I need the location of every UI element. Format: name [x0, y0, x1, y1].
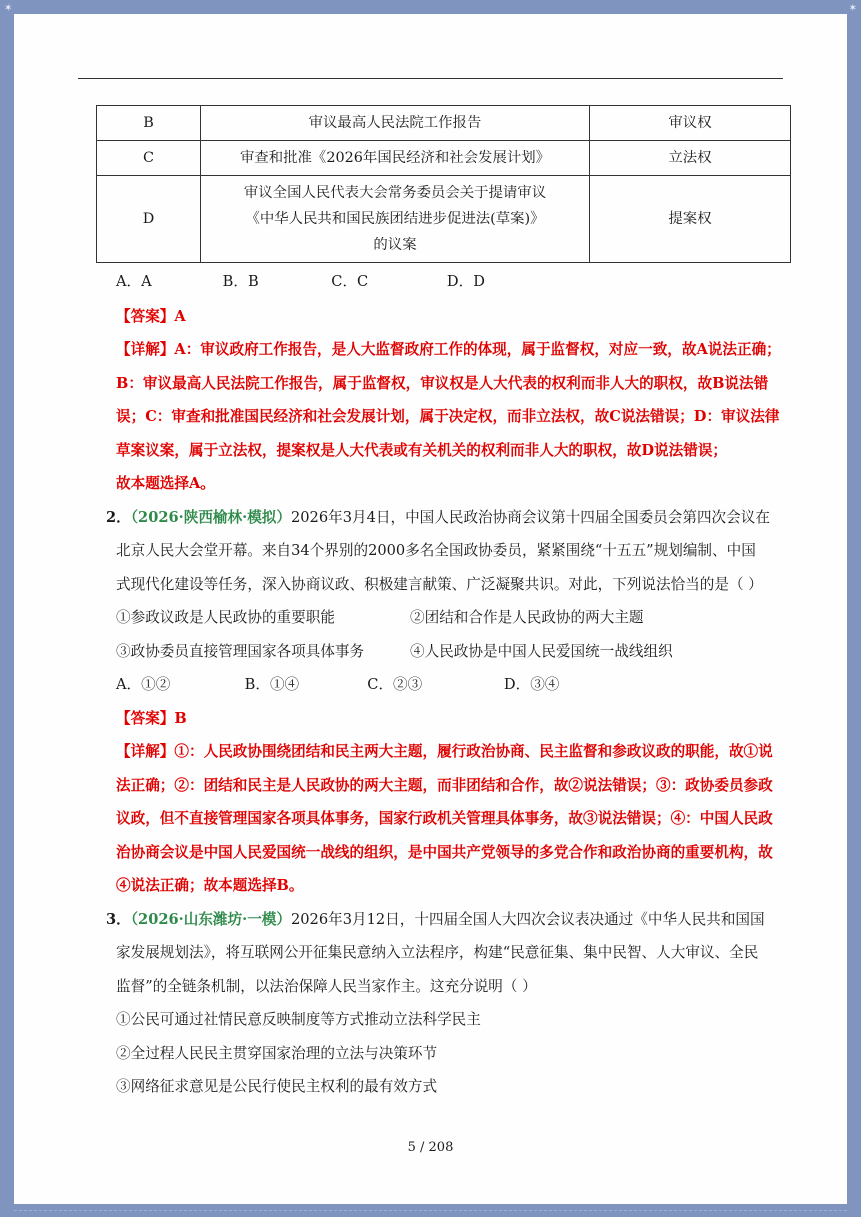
explanation-line: 故本题选择A。: [116, 475, 215, 492]
page-content: [96, 105, 791, 1104]
table-cell-power: 提案权: [590, 176, 791, 263]
table-cell-power: 审议权: [590, 106, 791, 141]
statement-list: [106, 601, 791, 668]
q1-explanation: [96, 333, 791, 501]
choice-c: C．C: [331, 273, 369, 290]
explanation-line: B：审议最高人民法院工作报告，属于监督权，审议权是人大代表的权利而非人大的职权，故B说法错: [116, 374, 769, 392]
statement: ④人民政协是中国人民爱国统一战线组织: [410, 642, 673, 660]
choice-b: B．①④: [244, 676, 300, 693]
stem-text: 北京人民大会堂开幕。来自34个界别的2000多名全国政协委员，紧紧围绕“十五五”规划编制、中国: [116, 542, 756, 559]
explanation-line: 【详解】A：审议政府工作报告，是人大监督政府工作的体现，属于监督权，对应一致，故A说法正确；: [116, 341, 781, 358]
question-source: （2026·陕西榆林·模拟）: [130, 508, 291, 526]
header-rule: [78, 78, 783, 79]
stem-text: 2026年3月12日，十四届全国人大四次会议表决通过《中华人民共和国国: [290, 910, 765, 928]
table-cell-letter: C: [97, 141, 201, 176]
q2-choices: [106, 668, 791, 702]
question-number: 2．: [106, 508, 131, 526]
corner-star-icon: ✶: [4, 3, 13, 14]
question-stem: [106, 903, 791, 937]
table-cell-content: 审议最高人民法院工作报告: [201, 106, 590, 141]
q2-answer: 【答案】B: [116, 709, 187, 727]
statement: ③网络征求意见是公民行使民主权利的最有效方式: [116, 1078, 438, 1095]
table-cell-content: 审查和批准《2026年国民经济和社会发展计划》: [201, 141, 590, 176]
statement: ②全过程人民民主贯穿国家治理的立法与决策环节: [116, 1044, 438, 1062]
options-table: [96, 105, 791, 263]
table-row: [97, 141, 791, 176]
choice-a: A．A: [116, 273, 152, 290]
statement: ②团结和合作是人民政协的两大主题: [410, 609, 644, 626]
choice-b: B．B: [222, 273, 259, 290]
document-page: [14, 14, 847, 1204]
statement: ①参政议政是人民政协的重要职能: [116, 609, 335, 626]
question-number: 3．: [106, 910, 131, 928]
page-number: 5 / 208: [407, 1140, 454, 1155]
statement: ③政协委员直接管理国家各项具体事务: [116, 642, 365, 660]
stem-text: 家发展规划法》，将互联网公开征集民意纳入立法程序，构建“民意征集、集中民智、人大审议、全民: [116, 944, 759, 961]
q1-choices: [96, 265, 791, 299]
explanation-line: 误；C：审查和批准国民经济和社会发展计划，属于决定权，而非立法权，故C说法错误；D：审议法律: [116, 408, 780, 425]
q1-answer: 【答案】A: [116, 307, 186, 325]
explanation-line: 法正确；②：团结和民主是人民政协的两大主题，而非团结和合作，故②说法错误；③：政协委员参政: [116, 776, 773, 794]
explanation-line: 议政，但不直接管理国家各项具体事务，国家行政机关管理具体事务，故③说法错误；④：中国人民政: [116, 810, 773, 827]
table-cell-letter: D: [97, 176, 201, 263]
table-cell-power: 立法权: [590, 141, 791, 176]
explanation-line: ④说法正确；故本题选择B。: [116, 877, 304, 894]
corner-star-icon: ✶: [848, 3, 857, 14]
table-row: [97, 106, 791, 141]
statement: ①公民可通过社情民意反映制度等方式推动立法科学民主: [116, 1011, 481, 1028]
question-source: （2026·山东潍坊·一模）: [130, 910, 291, 928]
question-3: [96, 903, 791, 1104]
choice-a: A．①②: [116, 676, 171, 693]
table-row: [97, 176, 791, 263]
table-cell-letter: B: [97, 106, 201, 141]
table-cell-content: 审议全国人民代表大会常务委员会关于提请审议《中华人民共和国民族团结进步促进法(草案)》的议案: [201, 176, 590, 263]
choice-c: C．②③: [367, 676, 423, 693]
question-2: [96, 501, 791, 903]
q2-explanation: [106, 735, 791, 903]
question-stem: [106, 501, 791, 535]
explanation-line: 草案议案，属于立法权，提案权是人大代表或有关机关的权利而非人大的职权，故D说法错误；: [116, 441, 728, 459]
choice-d: D．D: [446, 273, 485, 290]
bottom-dashed-border: [14, 1210, 847, 1211]
stem-text: 2026年3月4日，中国人民政治协商会议第十四届全国委员会第四次会议在: [290, 508, 770, 526]
stem-text: 式现代化建设等任务，深入协商议政、积极建言献策、广泛凝聚共识。对此，下列说法恰当的是（ ）: [116, 575, 763, 593]
stem-text: 监督”的全链条机制，以法治保障人民当家作主。这充分说明（ ）: [116, 977, 537, 995]
explanation-line: 治协商会议是中国人民爱国统一战线的组织，是中国共产党领导的多党合作和政治协商的重要机构，故: [116, 843, 773, 861]
choice-d: D．③④: [503, 676, 560, 693]
explanation-line: 【详解】①：人民政协围绕团结和民主两大主题，履行政治协商、民主监督和参政议政的职能，故①说: [116, 743, 773, 760]
